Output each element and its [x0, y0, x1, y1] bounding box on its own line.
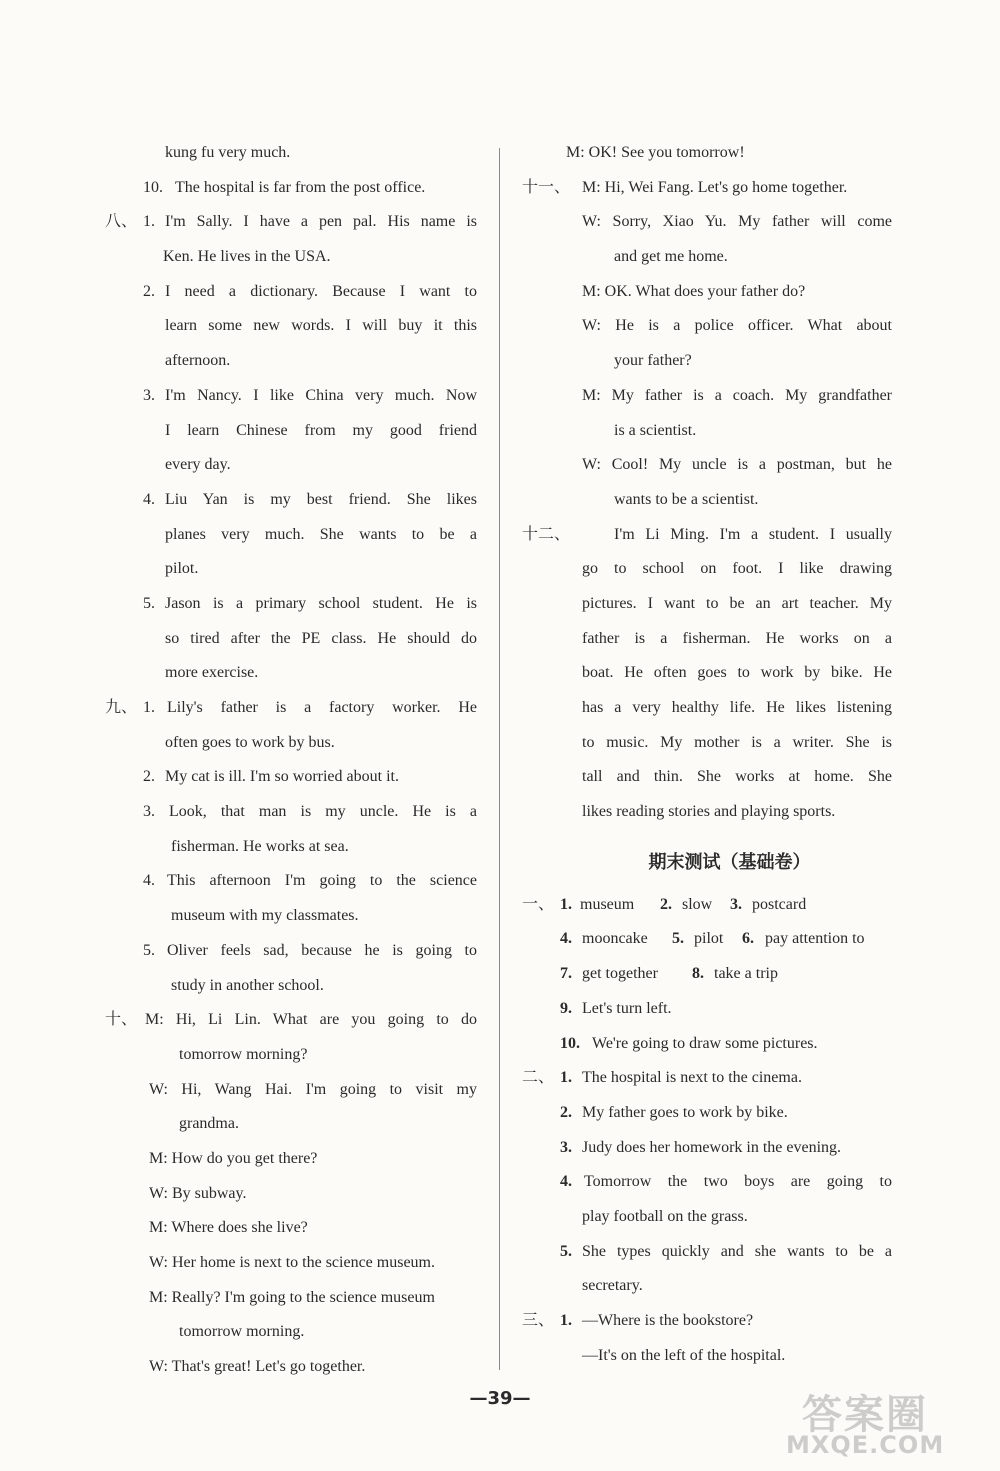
section-marker: 二、: [522, 1069, 555, 1087]
line: tall and thin. She works at home. She: [582, 768, 892, 786]
section-11-dialogue: 十一、 M: Hi, Wei Fang. Let's go home together.: [522, 171, 897, 206]
watermark-url-text: MXQE.COM: [786, 1431, 945, 1459]
section-marker: 十二、: [522, 525, 571, 543]
item-3: 3. I'm Nancy. I like China very much. Now: [143, 386, 477, 404]
line: play football on the grass.: [582, 1207, 748, 1225]
line: museum with my classmates.: [171, 907, 359, 925]
line: M: OK! See you tomorrow!: [566, 144, 745, 161]
line: so tired after the PE class. He should do: [165, 629, 477, 647]
section-1-row: 一、 1. museum 2. slow 3. postcard: [522, 888, 897, 923]
line: W: Hi, Wang Hai. I'm going to visit my: [149, 1080, 477, 1098]
section-marker: 九、: [105, 699, 138, 716]
line: W: He is a police officer. What about: [582, 317, 892, 335]
line: pictures. I want to be an art teacher. My: [582, 594, 892, 612]
line: W: Sorry, Xiao Yu. My father will come: [582, 213, 892, 231]
item-2: 2. My cat is ill. I'm so worried about it.: [143, 768, 399, 786]
item-3: 3. Judy does her homework in the evening.: [560, 1138, 842, 1156]
section-heading: 期末测试（基础卷）: [648, 851, 811, 873]
line: M: My father is a coach. My grandfather: [582, 386, 892, 404]
section-marker: 八、: [105, 213, 138, 231]
line: W: That's great! Let's go together.: [149, 1358, 366, 1376]
line: Ken. He lives in the USA.: [163, 248, 331, 266]
section-3-item-1: 三、 1. —Where is the bookstore?: [522, 1304, 897, 1339]
line: is a scientist.: [614, 421, 697, 439]
section-marker: 十、: [105, 1011, 138, 1029]
column-divider: [499, 148, 500, 1370]
item-5: 5. Oliver feels sad, because he is going to: [143, 941, 477, 959]
section-10-dialogue: 十、 M: Hi, Li Lin. What are you going to do: [105, 1003, 480, 1038]
left-column: [105, 136, 480, 1385]
section-1-row: 4. mooncake 5. pilot 6. pay attention to: [560, 930, 865, 948]
line: —It's on the left of the hospital.: [582, 1346, 786, 1364]
line: W: By subway.: [149, 1184, 247, 1202]
line: fisherman. He works at sea.: [171, 837, 349, 855]
line: afternoon.: [165, 352, 231, 370]
line: W: Her home is next to the science museum.: [149, 1254, 435, 1271]
item-4: 4. Liu Yan is my best friend. She likes: [143, 490, 477, 508]
page-number: —39—: [469, 1388, 531, 1409]
line: M: How do you get there?: [149, 1149, 318, 1167]
line: and get me home.: [614, 248, 728, 266]
line: father is a fisherman. He works on a: [582, 629, 892, 647]
item-2: 2. I need a dictionary. Because I want to: [143, 282, 477, 300]
line: boat. He often goes to work by bike. He: [582, 664, 892, 682]
section-2-item-1: 二、 1. The hospital is next to the cinema.: [522, 1061, 897, 1096]
line: learn some new words. I will buy it this: [165, 317, 477, 335]
line: tomorrow morning.: [179, 1323, 305, 1341]
line: go to school on foot. I like drawing: [582, 560, 892, 578]
section-1-row: 7. get together 8. take a trip: [560, 965, 778, 983]
item-3: 3. Look, that man is my uncle. He is a: [143, 803, 477, 821]
watermark-logo: [782, 1383, 972, 1463]
line: has a very healthy life. He likes listening: [582, 699, 892, 716]
section-marker: 一、: [522, 895, 555, 913]
watermark-seal-text: 答案圈: [802, 1392, 928, 1438]
section-marker: 三、: [522, 1312, 555, 1329]
section-marker: 十一、: [522, 178, 571, 196]
item-4: 4. Tomorrow the two boys are going to: [560, 1173, 892, 1191]
line: wants to be a scientist.: [614, 490, 759, 508]
item-5: 5. She types quickly and she wants to be a: [560, 1242, 892, 1260]
right-column: [522, 136, 897, 1373]
line: M: Really? I'm going to the science museum: [149, 1288, 435, 1306]
line: often goes to work by bus.: [165, 733, 335, 751]
line: I learn Chinese from my good friend: [165, 421, 477, 439]
section-1-row: 10. We're going to draw some pictures.: [560, 1034, 818, 1052]
section-8-item-1: 八、 1. I'm Sally. I have a pen pal. His name is: [105, 205, 480, 240]
line: planes very much. She wants to be a: [165, 525, 477, 543]
line: M: Where does she live?: [149, 1219, 308, 1237]
line: M: OK. What does your father do?: [582, 282, 806, 300]
item-2: 2. My father goes to work by bike.: [560, 1103, 788, 1121]
line: W: Cool! My uncle is a postman, but he: [582, 456, 892, 474]
line: secretary.: [582, 1277, 643, 1295]
item-10: 10. The hospital is far from the post office.: [143, 178, 426, 196]
line: study in another school.: [171, 976, 324, 994]
line: more exercise.: [165, 664, 259, 682]
line: every day.: [165, 456, 231, 474]
line: pilot.: [165, 560, 199, 578]
line: tomorrow morning?: [179, 1045, 308, 1063]
section-12-passage: 十二、 I'm Li Ming. I'm a student. I usually: [522, 518, 897, 553]
section-9-item-1: 九、 1. Lily's father is a factory worker. He: [105, 691, 480, 726]
line: your father?: [614, 352, 692, 370]
item-4: 4. This afternoon I'm going to the science: [143, 872, 477, 890]
item-5: 5. Jason is a primary school student. He is: [143, 594, 477, 612]
line: to music. My mother is a writer. She is: [582, 733, 892, 751]
line: grandma.: [179, 1115, 239, 1133]
section-1-row: 9. Let's turn left.: [560, 999, 672, 1017]
line: likes reading stories and playing sports.: [582, 803, 836, 821]
line: kung fu very much.: [165, 144, 291, 161]
